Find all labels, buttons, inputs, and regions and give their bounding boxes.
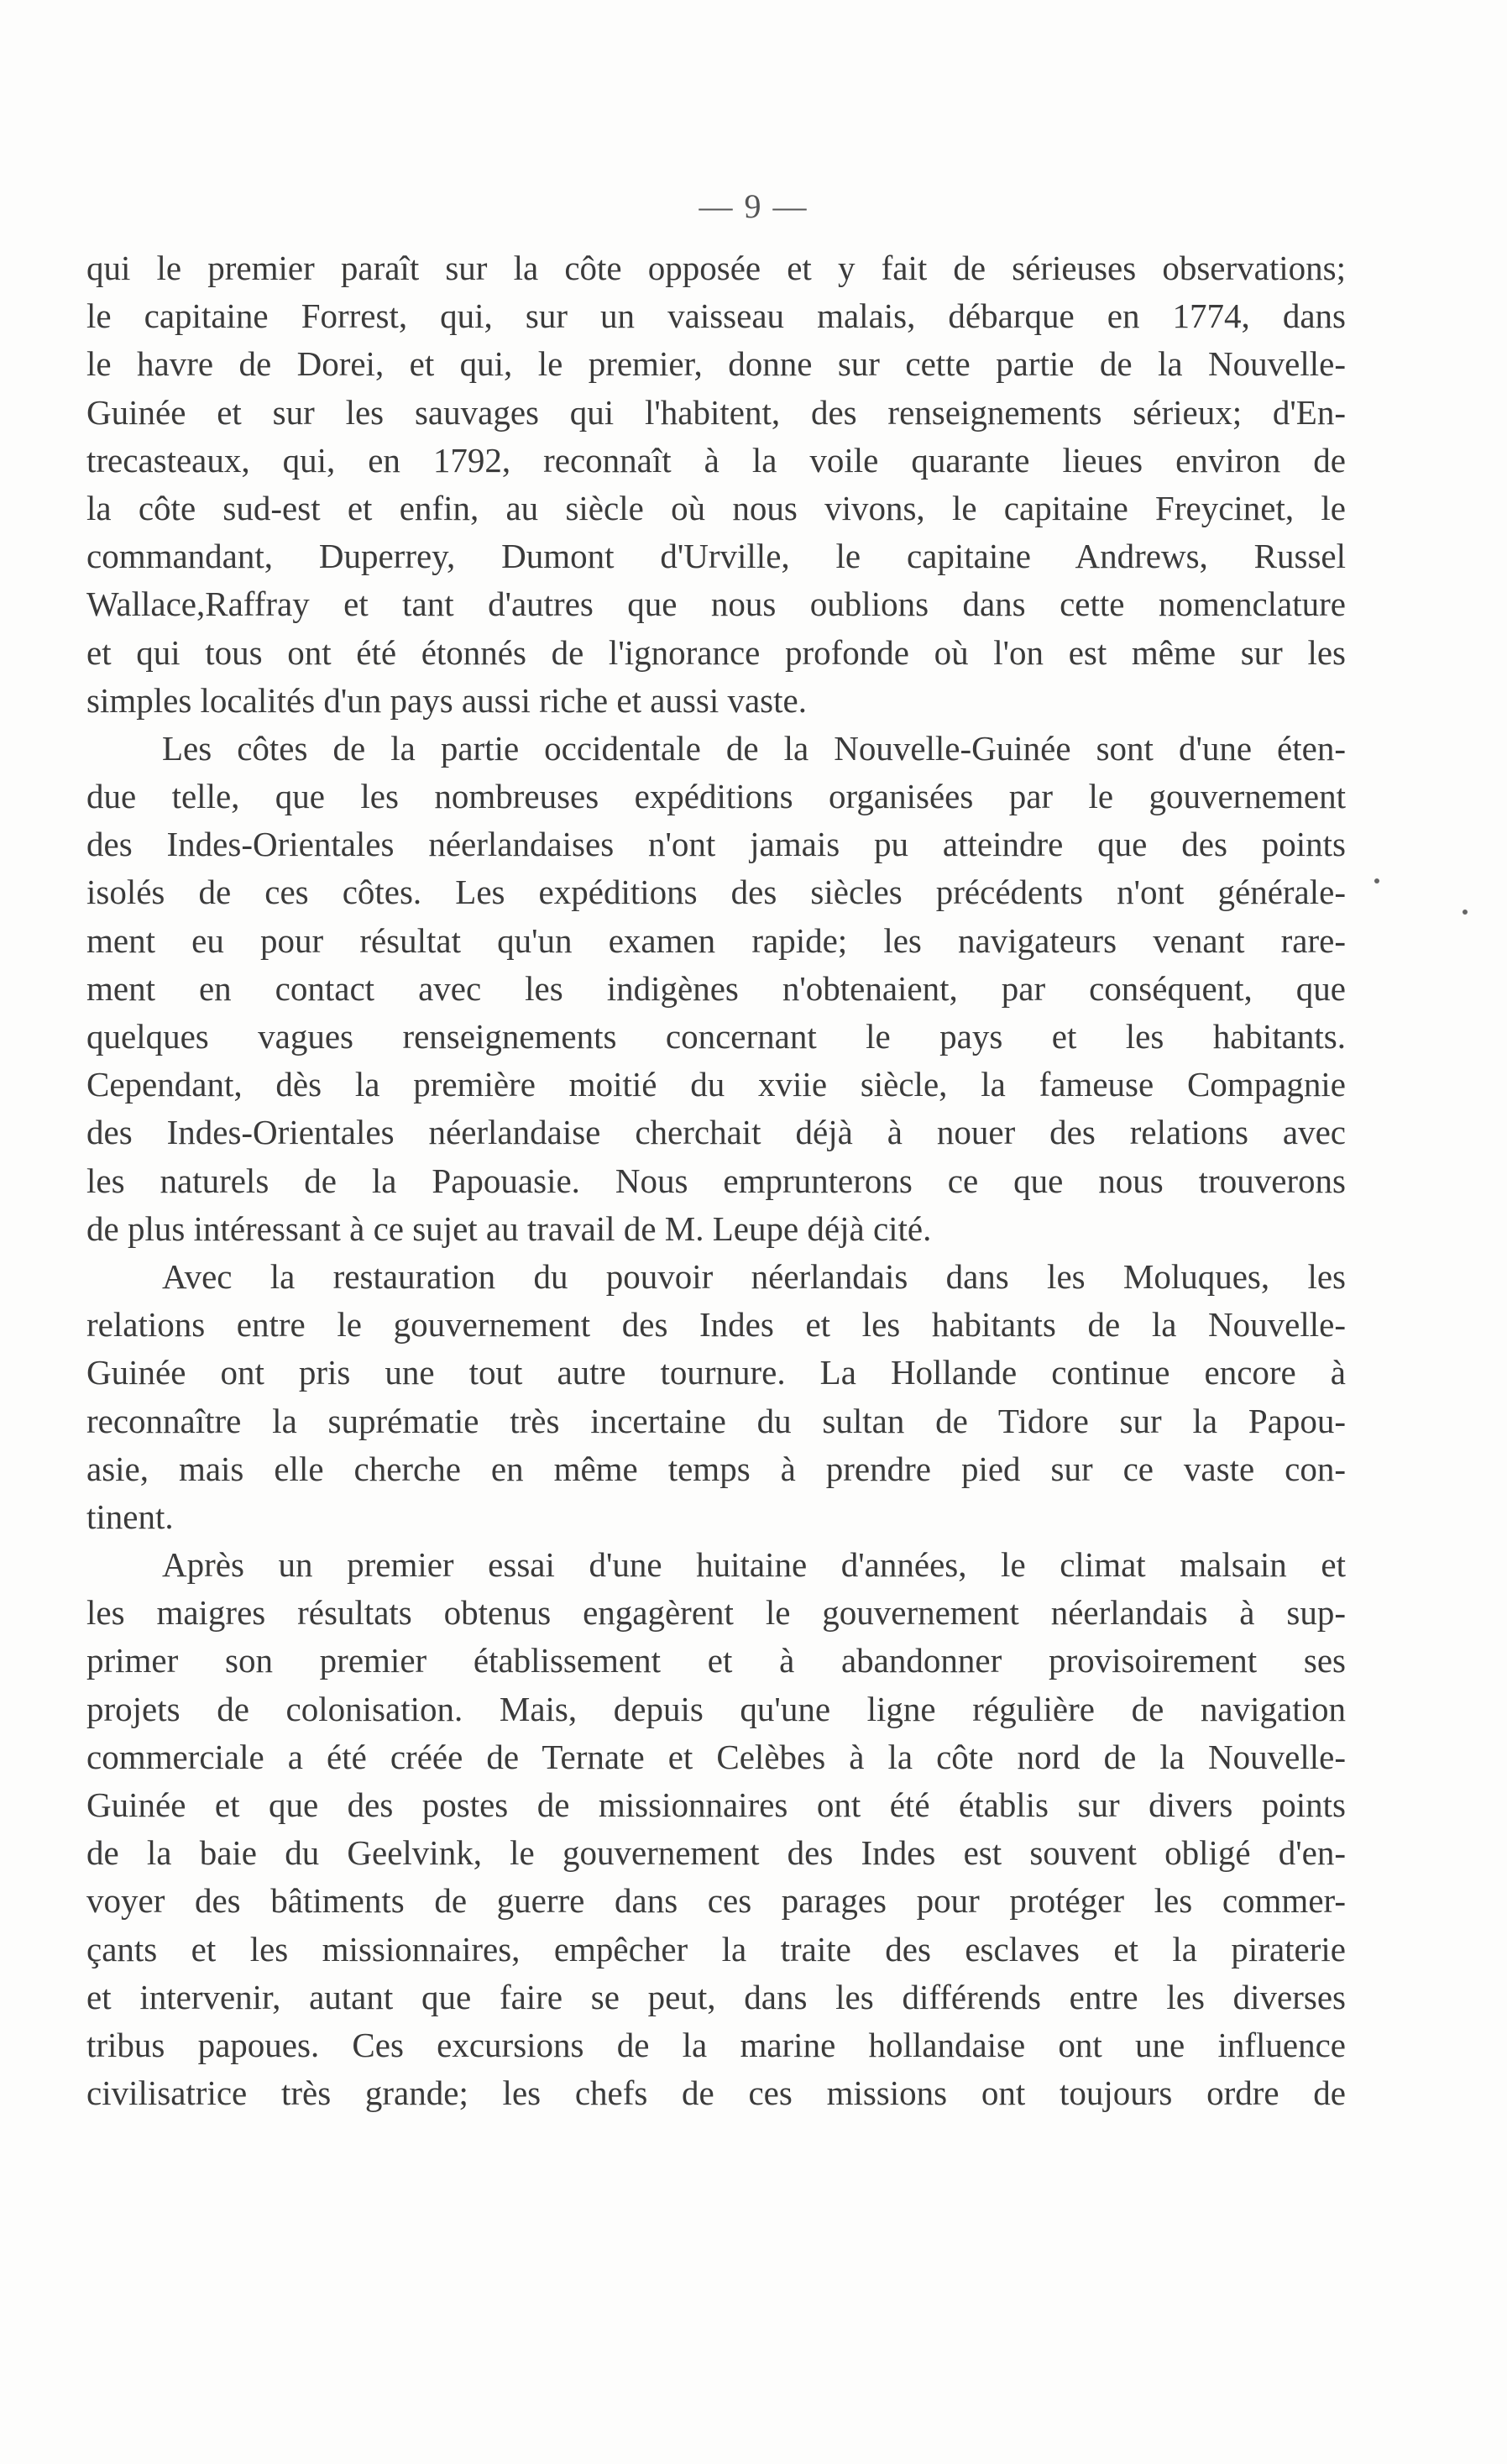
text-line: qui le premier paraît sur la côte opposée et y fait de sérieuses observations; [86, 249, 1346, 287]
body-text [86, 244, 1346, 2117]
text-line: des Indes-Orientales néerlandaise cherchait déjà à nouer des relations avec [86, 1113, 1346, 1152]
text-line: reconnaître la suprématie très incertaine du sultan de Tidore sur la Papou- [86, 1401, 1346, 1440]
text-line: de plus intéressant à ce sujet au travail de M. Leupe déjà cité. [86, 1208, 932, 1248]
text-line: et qui tous ont été étonnés de l'ignorance profonde où l'on est même sur les [86, 632, 1346, 672]
text-line: Avec la restauration du pouvoir néerlandais dans les Moluques, les [162, 1256, 1346, 1296]
text-line: relations entre le gouvernement des Indes et les habitants de la Nouvelle- [86, 1305, 1346, 1345]
text-line: civilisatrice très grande; les chefs de ces missions ont toujours ordre de [86, 2073, 1346, 2113]
text-line: ment en contact avec les indigènes n'obtenaient, par conséquent, que [86, 968, 1346, 1008]
text-line: commerciale a été créée de Ternate et Celèbes à la côte nord de la Nouvelle- [86, 1737, 1346, 1776]
text-line: Wallace,Raffray et tant d'autres que nous oublions dans cette nomenclature [86, 585, 1346, 624]
text-line: Guinée ont pris une tout autre tournure. La Hollande continue encore à [86, 1353, 1346, 1392]
text-line: les naturels de la Papouasie. Nous emprunterons ce que nous trouverons [86, 1161, 1346, 1200]
text-line: le capitaine Forrest, qui, sur un vaisseau malais, débarque en 1774, dans [86, 296, 1346, 336]
text-line: primer son premier établissement et à abandonner provisoirement ses [86, 1641, 1346, 1680]
text-line: asie, mais elle cherche en même temps à prendre pied sur ce vaste con- [86, 1449, 1346, 1488]
margin-speck [1374, 878, 1379, 883]
text-line: Les côtes de la partie occidentale de la Nouvelle-Guinée sont d'une éten- [162, 728, 1346, 768]
text-line: Cependant, dès la première moitié du xviie siècle, la fameuse Compagnie [86, 1065, 1346, 1104]
text-line: la côte sud-est et enfin, au siècle où nous vivons, le capitaine Freycinet, le [86, 488, 1346, 527]
text-line: et intervenir, autant que faire se peut, dans les différends entre les diverses [86, 1977, 1346, 2016]
text-line: le havre de Dorei, et qui, le premier, donne sur cette partie de la Nouvelle- [86, 344, 1346, 384]
margin-speck [1463, 910, 1468, 915]
text-line: tribus papoues. Ces excursions de la marine hollandaise ont une influence [86, 2025, 1346, 2064]
text-line: voyer des bâtiments de guerre dans ces parages pour protéger les commer- [86, 1881, 1346, 1921]
text-line: les maigres résultats obtenus engagèrent le gouvernement néerlandais à sup- [86, 1593, 1346, 1633]
text-line: projets de colonisation. Mais, depuis qu'une ligne régulière de navigation [86, 1689, 1346, 1728]
text-line: quelques vagues renseignements concernant le pays et les habitants. [86, 1017, 1346, 1056]
text-line: de la baie du Geelvink, le gouvernement des Indes est souvent obligé d'en- [86, 1833, 1346, 1873]
text-line: trecasteaux, qui, en 1792, reconnaît à la voile quarante lieues environ de [86, 440, 1346, 480]
page-number: — 9 — [699, 187, 808, 225]
text-line: commandant, Duperrey, Dumont d'Urville, le capitaine Andrews, Russel [86, 537, 1346, 576]
text-line: ment eu pour résultat qu'un examen rapide; les navigateurs venant rare- [86, 920, 1346, 960]
text-line: Après un premier essai d'une huitaine d'années, le climat malsain et [162, 1545, 1346, 1585]
text-line: des Indes-Orientales néerlandaises n'ont jamais pu atteindre que des points [86, 825, 1346, 864]
text-line: Guinée et sur les sauvages qui l'habitent, des renseignements sérieux; d'En- [86, 392, 1346, 432]
text-line: Guinée et que des postes de missionnaires ont été établis sur divers points [86, 1785, 1346, 1824]
text-line: çants et les missionnaires, empêcher la traite des esclaves et la piraterie [86, 1929, 1346, 1969]
text-line: tinent. [86, 1497, 174, 1536]
text-line: due telle, que les nombreuses expéditions organisées par le gouvernement [86, 777, 1346, 816]
text-line: simples localités d'un pays aussi riche et aussi vaste. [86, 680, 807, 720]
text-line: isolés de ces côtes. Les expéditions des siècles précédents n'ont générale- [86, 873, 1346, 912]
